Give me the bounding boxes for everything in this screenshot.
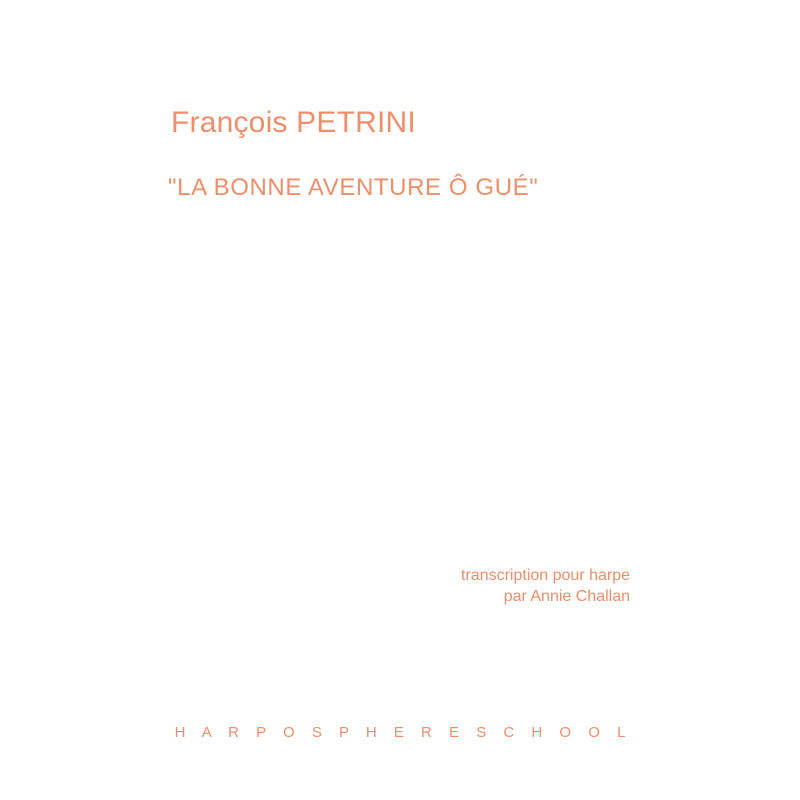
credits-transcription: transcription pour harpe [461, 567, 630, 584]
credits-arranger: par Annie Challan [503, 588, 630, 605]
credits-block [330, 565, 630, 607]
composer-name: François PETRINI [171, 106, 416, 139]
page-title: "LA BONNE AVENTURE Ô GUÉ" [168, 174, 539, 201]
publisher-footer: H A R P O S P H E R E S C H O O L [174, 724, 632, 741]
